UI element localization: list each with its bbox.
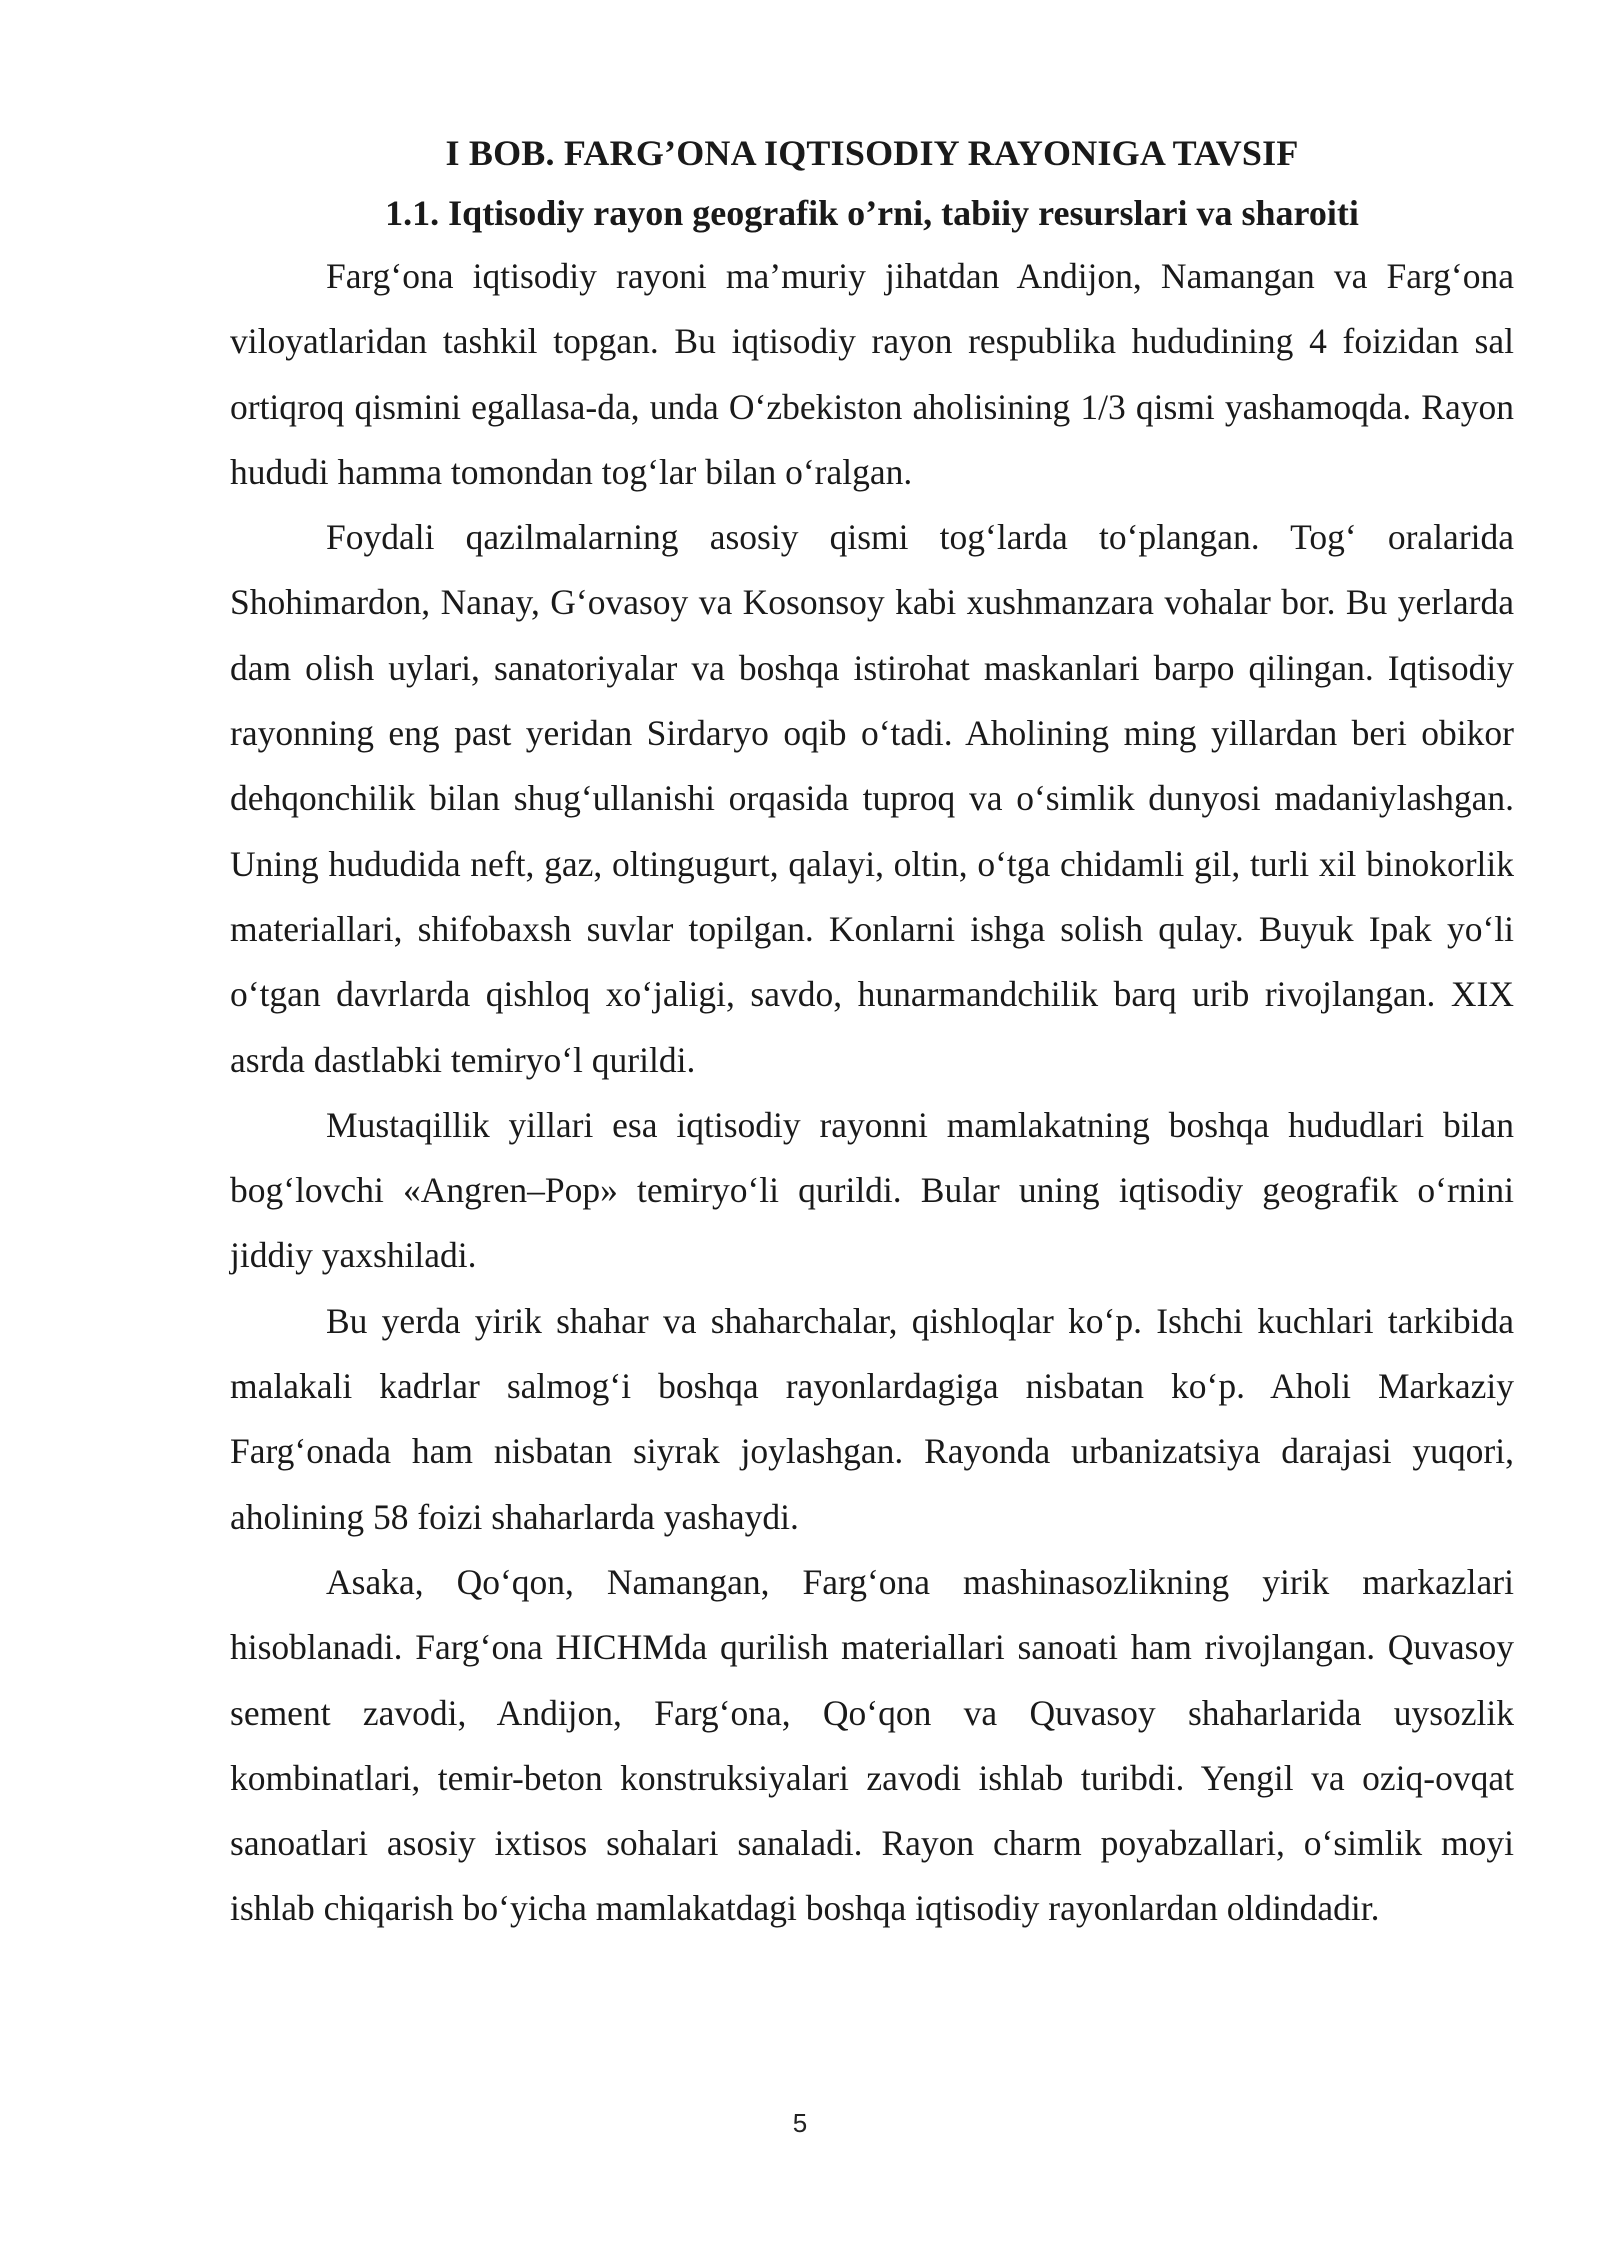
body-paragraph: Mustaqillik yillari esa iqtisodiy rayonni mamlakatning boshqa hududlari bilan bog‘lovchi «Angren–Pop» temiryo‘li qurildi. Bular uning iqtisodiy geografik o‘rnini jiddiy yaxshiladi. <box>230 1104 1514 1276</box>
document-page <box>230 128 1514 1942</box>
page-number: 5 <box>792 2108 808 2138</box>
body-paragraph: Farg‘ona iqtisodiy rayoni ma’muriy jihatdan Andijon, Namangan va Farg‘ona viloyatlaridan tashkil topgan. Bu iqtisodiy rayon respublika hududining 4 foizidan sal ortiqroq qismini egallasa-da, unda O‘zbekiston aholisining 1/3 qismi yashamoqda. Rayon hududi hamma tomondan tog‘lar bilan o‘ralgan. <box>230 256 1514 492</box>
chapter-title: I BOB. FARG’ONA IQTISODIY RAYONIGA TAVSIF <box>445 133 1299 173</box>
body-paragraph: Foydali qazilmalarning asosiy qismi tog‘larda to‘plangan. Tog‘ oralarida Shohimardon, Nanay, G‘ovasoy va Kosonsoy kabi xushmanzara vohalar bor. Bu yerlarda dam olish uylari, sanatoriyalar va boshqa istirohat maskanlari barpo qilingan. Iqtisodiy rayonning eng past yeridan Sirdaryo oqib o‘tadi. Aholining ming yillardan beri obikor dehqonchilik bilan shug‘ullanishi orqasida tuproq va o‘simlik dunyosi madaniylashgan. Uning hududida neft, gaz, oltingugurt, qalayi, oltin, o‘tga chidamli gil, turli xil binokorlik materiallari, shifobaxsh suvlar topilgan. Konlarni ishga solish qulay. Buyuk Ipak yo‘li o‘tgan davrlarda qishloq xo‘jaligi, savdo, hunarmandchilik barq urib rivojlangan. XIX asrda dastlabki temiryo‘l qurildi. <box>230 517 1514 1080</box>
body-paragraph: Bu yerda yirik shahar va shaharchalar, qishloqlar ko‘p. Ishchi kuchlari tarkibida malakali kadrlar salmog‘i boshqa rayonlardagiga nisbatan ko‘p. Aholi Markaziy Farg‘onada ham nisbatan siyrak joylashgan. Rayonda urbanizatsiya darajasi yuqori, aholining 58 foizi shaharlarda yashaydi. <box>230 1300 1514 1537</box>
body-paragraph: Asaka, Qo‘qon, Namangan, Farg‘ona mashinasozlikning yirik markazlari hisoblanadi. Farg‘ona HICHMda qurilish materiallari sanoati ham rivojlangan. Quvasoy sement zavodi, Andijon, Farg‘ona, Qo‘qon va Quvasoy shaharlarida uysozlik kombinatlari, temir-beton konstruksiyalari zavodi ishlab turibdi. Yengil va oziq-ovqat sanoatlari asosiy ixtisos sohalari sanaladi. Rayon charm poyabzallari, o‘simlik moyi ishlab chiqarish bo‘yicha mamlakatdagi boshqa iqtisodiy rayonlardan oldindadir. <box>230 1561 1514 1929</box>
section-title: 1.1. Iqtisodiy rayon geografik o’rni, tabiiy resurslari va sharoiti <box>385 193 1359 233</box>
